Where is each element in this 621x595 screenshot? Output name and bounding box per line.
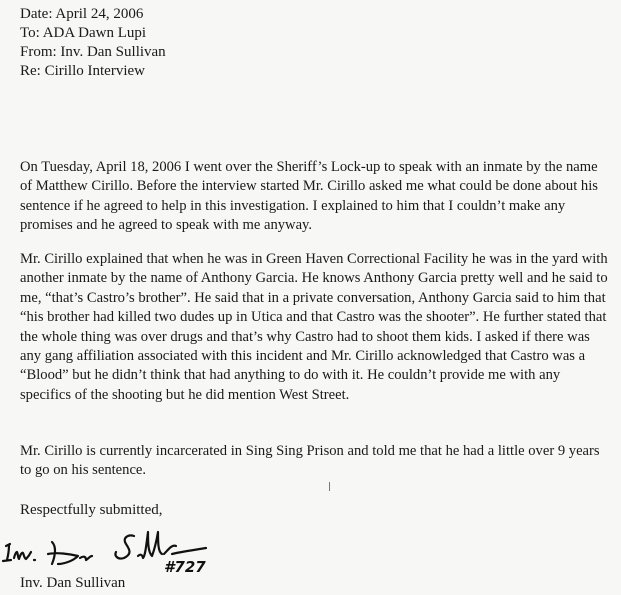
memo-subject: Re: Cirillo Interview <box>20 63 145 79</box>
signer-name: Inv. Dan Sullivan <box>20 575 126 591</box>
memo-header <box>20 5 166 81</box>
paragraph-statement: Mr. Cirillo explained that when he was in Green Haven Correctional Facility he was in the yard with another inmate by the name of Anthony Garcia. He knows Anthony Garcia pretty well and he said to me, “that’s Castro’s brother”. He said that in a private conversation, Anthony Garcia said to him that “his brother had killed two dudes up in Utica and that Castro was the shooter”. He further stated that the whole thing was over drugs and that’s why Castro had to shoot them kids. I asked if there was any gang affiliation associated with this incident and Mr. Cirillo acknowledged that Castro was a “Blood” but he didn’t think that had anything to do with it. He couldn’t provide me with any specifics of the shooting but he did mention West Street. <box>20 251 608 403</box>
paragraph-incarceration: Mr. Cirillo is currently incarcerated in Sing Sing Prison and told me that he had a little over 9 years to go on his sentence. <box>20 443 600 479</box>
paragraph-interview-intro: On Tuesday, April 18, 2006 I went over the Sheriff’s Lock-up to speak with an inmate by the name of Matthew Cirillo. Before the interview started Mr. Cirillo asked me what could be done about his sentence if he agreed to help in this investigation. I explained to him that I couldn’t make any promises and he agreed to speak with me anyway. <box>20 159 598 234</box>
memo-to: To: ADA Dawn Lupi <box>20 25 147 41</box>
memo-from: From: Inv. Dan Sullivan <box>20 44 166 60</box>
closing-line: Respectfully submitted, <box>20 502 163 518</box>
handwritten-signature <box>0 518 230 578</box>
stray-mark <box>329 482 330 491</box>
badge-number: #727 <box>164 558 206 576</box>
memo-date: Date: April 24, 2006 <box>20 6 144 22</box>
